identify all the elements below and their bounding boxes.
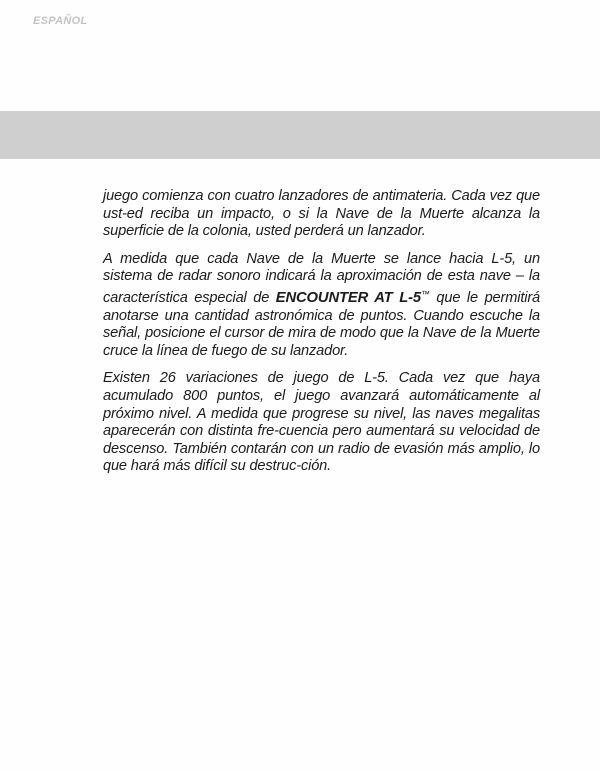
paragraph-2-text-before: A medida que cada Nave de la Muerte se lance hacia L-5, un sistema de radar sonoro indicará la aproximación de esta nave – la característica especial de: [103, 250, 540, 306]
paragraph-2-text-after: que le permitirá anotarse una cantidad astronómica de puntos. Cuando escuche la señal, posicione el cursor de mira de modo que la Nave de la Muerte cruce la línea de fuego de su lanzador.: [103, 289, 541, 359]
game-title: ENCOUNTER AT L-5: [275, 289, 421, 306]
paragraph-2: [103, 251, 540, 361]
paragraph-1: juego comienza con cuatro lanzadores de antimateria. Cada vez que ust-ed reciba un impacto, o si la Nave de la Muerte alcanza la superficie de la colonia, usted perderá un lanzador.: [103, 188, 540, 240]
trademark-symbol: ™: [420, 288, 430, 299]
header-band: [0, 111, 600, 159]
body-text: [103, 188, 540, 486]
section-label: ESPAÑOL: [33, 15, 88, 27]
paragraph-3: Existen 26 variaciones de juego de L-5. Cada vez que haya acumulado 800 puntos, el juego avanzará automáticamente al próximo nivel. A medida que progrese su nivel, las naves megalitas aparecerán con distinta fre-cuencia pero aumentará su velocidad de descenso. También contarán con un radio de evasión más amplio, lo que hará más difícil su destruc-ción.: [103, 370, 540, 475]
